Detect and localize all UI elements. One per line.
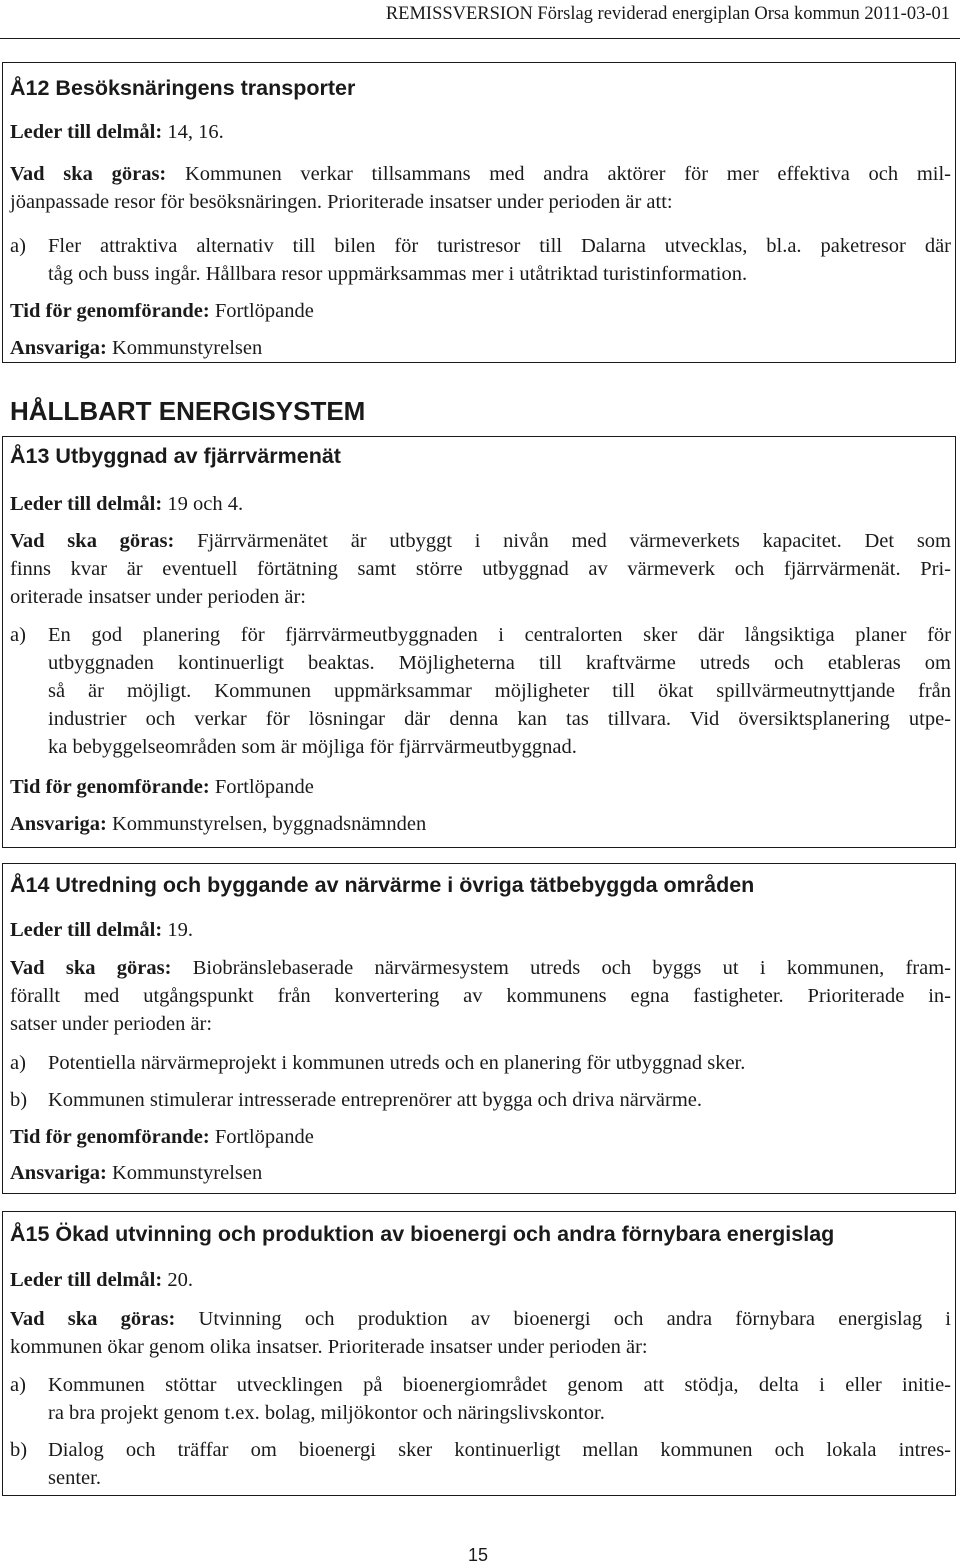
item-a-line-1: Potentiella närvärmeprojekt i kommunen utreds och en planering för utbyggnad sker.	[48, 1052, 746, 1074]
vad-line-2-a15: kommunen ökar genom olika insatser. Prioriterade insatser under perioden är:	[10, 1336, 648, 1358]
item-a-line-2: ra bra projekt genom t.ex. bolag, miljökontor och näringslivskontor.	[48, 1402, 605, 1424]
measure-title-a14: Å14 Utredning och byggande av närvärme i övriga tätbebyggda områden	[10, 873, 755, 897]
ansv-line-a12	[10, 334, 262, 362]
leder-label: Leder till delmål:	[10, 1269, 163, 1291]
ansv-label: Ansvariga:	[10, 1162, 107, 1184]
ansv-line-a14	[10, 1159, 262, 1187]
vad-line-2-a13: finns kvar är eventuell förtätning samt större utbyggnad av värmeverk och fjärrvärmenät. Pri-	[10, 558, 951, 580]
ansv-line-a13	[10, 810, 426, 838]
header-rule	[0, 38, 960, 39]
leder-line-a13	[10, 490, 243, 518]
item-marker-b: b)	[10, 1089, 28, 1111]
item-a-line-5: ka bebyggelseområden som är möjliga för fjärrvärmeutbyggnad.	[48, 736, 577, 758]
running-header: REMISSVERSION Förslag reviderad energiplan Orsa kommun 2011-03-01	[385, 4, 950, 24]
tid-value: Fortlöpande	[209, 776, 314, 798]
item-a-line-4: industrier och verkar för lösningar där denna kan tas tillvara. Vid översiktsplanering utpe-	[48, 708, 951, 730]
vad-text: Kommunen verkar tillsammans med andra aktörer för mer effektiva och mil-	[166, 163, 951, 185]
vad-label: Vad ska göras:	[10, 530, 175, 552]
page-number: 15	[468, 1545, 489, 1565]
tid-value: Fortlöpande	[209, 1126, 314, 1148]
ansv-value: Kommunstyrelsen	[106, 337, 263, 359]
item-b-line-1: Dialog och träffar om bioenergi sker kontinuerligt mellan kommunen och lokala intres-	[48, 1439, 951, 1461]
vad-line-1-a15	[10, 1305, 951, 1333]
tid-line-a13	[10, 773, 314, 801]
leder-line-a15	[10, 1266, 193, 1294]
leder-label: Leder till delmål:	[10, 919, 163, 941]
vad-line-2-a12: jöanpassade resor för besöksnäringen. Prioriterade insatser under perioden är att:	[10, 191, 673, 213]
item-marker-a: a)	[10, 624, 26, 646]
leder-value: 20.	[162, 1269, 193, 1291]
leder-line-a12	[10, 118, 224, 146]
vad-text: Fjärrvärmenätet är utbyggt i nivån med värmeverkets kapacitet. Det som	[174, 530, 951, 552]
vad-label: Vad ska göras:	[10, 957, 172, 979]
measure-title-a12: Å12 Besöksnäringens transporter	[10, 76, 356, 100]
item-a-line-2: tåg och buss ingår. Hållbara resor uppmärksammas mer i utåtriktad turistinformation.	[48, 263, 748, 285]
vad-line-3-a13: oriterade insatser under perioden är:	[10, 586, 306, 608]
item-marker-a: a)	[10, 1052, 26, 1074]
item-b-line-1: Kommunen stimulerar intresserade entreprenörer att bygga och driva närvärme.	[48, 1089, 703, 1111]
ansv-label: Ansvariga:	[10, 337, 107, 359]
vad-label: Vad ska göras:	[10, 163, 167, 185]
vad-label: Vad ska göras:	[10, 1308, 176, 1330]
ansv-label: Ansvariga:	[10, 813, 107, 835]
item-a-line-1: Fler attraktiva alternativ till bilen för turistresor till Dalarna utvecklas, bl.a. paketresor där	[48, 235, 951, 257]
vad-line-1-a12	[10, 160, 951, 188]
ansv-value: Kommunstyrelsen, byggnadsnämnden	[106, 813, 427, 835]
tid-label: Tid för genomförande:	[10, 776, 210, 798]
tid-line-a14	[10, 1123, 314, 1151]
tid-line-a12	[10, 297, 314, 325]
vad-line-1-a14	[10, 954, 951, 982]
measure-title-a15: Å15 Ökad utvinning och produktion av bioenergi och andra förnybara energislag	[10, 1222, 835, 1246]
tid-value: Fortlöpande	[209, 300, 314, 322]
vad-text: Biobränslebaserade närvärmesystem utreds och byggs ut i kommunen, fram-	[171, 957, 951, 979]
leder-value: 19 och 4.	[162, 493, 244, 515]
vad-line-3-a14: satser under perioden är:	[10, 1013, 213, 1035]
item-a-line-1: Kommunen stöttar utvecklingen på bioenergiområdet genom att stödja, delta i eller initie-	[48, 1374, 951, 1396]
tid-label: Tid för genomförande:	[10, 300, 210, 322]
vad-text: Utvinning och produktion av bioenergi och andra förnybara energislag i	[175, 1308, 951, 1330]
leder-label: Leder till delmål:	[10, 493, 163, 515]
measure-title-a13: Å13 Utbyggnad av fjärrvärmenät	[10, 444, 341, 468]
item-marker-b: b)	[10, 1439, 28, 1461]
vad-line-1-a13	[10, 527, 951, 555]
ansv-value: Kommunstyrelsen	[106, 1162, 263, 1184]
leder-line-a14	[10, 916, 193, 944]
item-a-line-3: så är möjligt. Kommunen uppmärksammar möjligheter till ökat spillvärmeutnyttjande från	[48, 680, 951, 702]
section-heading: HÅLLBART ENERGISYSTEM	[10, 396, 366, 426]
item-a-line-2: utbyggnaden kontinuerligt beaktas. Möjligheterna till kraftvärme utreds och etableras om	[48, 652, 951, 674]
item-b-line-2: senter.	[48, 1467, 101, 1489]
leder-label: Leder till delmål:	[10, 121, 163, 143]
leder-value: 19.	[162, 919, 193, 941]
item-a-line-1: En god planering för fjärrvärmeutbyggnaden i centralorten sker där långsiktiga planer för	[48, 624, 951, 646]
leder-value: 14, 16.	[162, 121, 224, 143]
tid-label: Tid för genomförande:	[10, 1126, 210, 1148]
item-marker-a: a)	[10, 235, 26, 257]
vad-line-2-a14: förallt med utgångspunkt från konvertering av kommunens egna fastigheter. Prioriterade in-	[10, 985, 951, 1007]
item-marker-a: a)	[10, 1374, 26, 1396]
